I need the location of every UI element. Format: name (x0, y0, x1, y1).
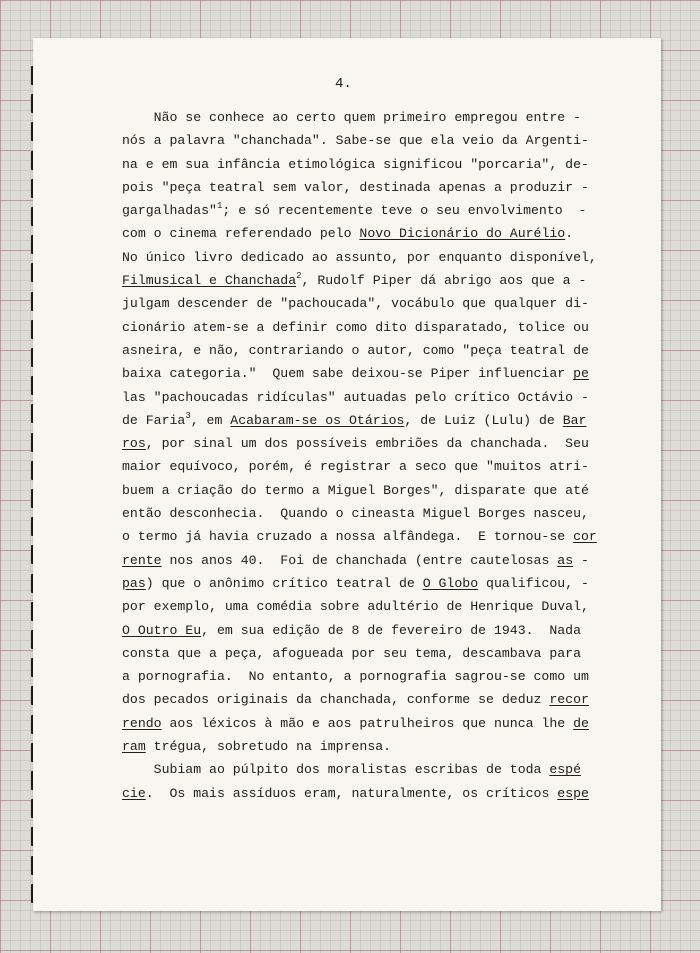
text-segment: . Os mais assíduos eram, naturalmente, os críticos (145, 785, 558, 801)
text-line (122, 665, 642, 688)
text-line (122, 269, 642, 292)
text-segment: - (573, 552, 589, 568)
text-segment: com o cinema referendado pelo (122, 226, 360, 242)
underlined-title: Novo Dicionário do Aurélio (359, 226, 566, 242)
text-segment: na e em sua infância etimológica significou "porcaria", de- (122, 156, 589, 172)
underlined-title: cie (122, 785, 146, 801)
underlined-title: rente (122, 552, 162, 568)
underlined-title: ros (122, 436, 146, 452)
text-line (122, 619, 642, 642)
text-line (122, 572, 642, 595)
text-segment: , de Luiz (Lulu) de (404, 412, 563, 428)
text-segment: consta que a peça, afogueada por seu tema, descambava para (122, 645, 581, 661)
text-segment: ) que o anônimo crítico teatral de (145, 575, 423, 591)
text-line (122, 339, 642, 362)
underlined-title: recor (549, 692, 589, 708)
underlined-title: pe (573, 366, 589, 382)
text-segment: nós a palavra "chanchada". Sabe-se que ela veio da Argenti- (122, 133, 589, 149)
underlined-title: espe (557, 785, 589, 801)
text-line (122, 153, 642, 176)
text-segment: . (565, 226, 574, 242)
text-segment: julgam descender de "pachoucada", vocábulo que qualquer di- (122, 296, 589, 312)
body-text (122, 106, 642, 805)
text-line (122, 316, 642, 339)
underlined-title: de (573, 715, 589, 731)
text-line (122, 292, 642, 315)
underlined-title: cor (573, 529, 597, 545)
text-segment: dos pecados originais da chanchada, conforme se deduz (122, 692, 550, 708)
text-segment: maior equívoco, porém, é registrar a seco que "muitos atri- (122, 459, 589, 475)
text-line (122, 362, 642, 385)
text-segment: No único livro dedicado ao assunto, por enquanto disponível, (122, 249, 597, 265)
text-line (122, 455, 642, 478)
text-line (122, 432, 642, 455)
text-segment: nos anos 40. Foi de chanchada (entre cautelosas (161, 552, 558, 568)
text-segment: o termo já havia cruzado a nossa alfândega. E tornou-se (122, 529, 574, 545)
text-segment: gargalhadas" (122, 203, 217, 219)
text-segment: trégua, sobretudo na imprensa. (145, 739, 392, 755)
page-number: 4. (335, 76, 352, 92)
text-segment: então desconhecia. Quando o cineasta Miguel Borges nasceu, (122, 506, 589, 522)
text-line (122, 106, 642, 129)
text-line (122, 502, 642, 525)
text-segment: a pornografia. No entanto, a pornografia sagrou-se como um (122, 669, 589, 685)
text-line (122, 712, 642, 735)
text-line (122, 549, 642, 572)
text-line (122, 782, 642, 805)
text-segment: qualificou, - (478, 575, 589, 591)
text-line (122, 525, 642, 548)
text-segment: , Rudolf Piper dá abrigo aos que a - (301, 273, 587, 289)
footnote-marker: 3 (185, 410, 191, 421)
underlined-title: Filmusical e Chanchada (122, 273, 297, 289)
underlined-title: ram (122, 739, 146, 755)
text-line (122, 386, 642, 409)
text-segment: buem a criação do termo a Miguel Borges", disparate que até (122, 482, 589, 498)
text-line (122, 479, 642, 502)
text-line (122, 129, 642, 152)
text-line (122, 758, 642, 781)
text-segment: de Faria (122, 412, 186, 428)
text-segment: , por sinal um dos possíveis embriões da chanchada. Seu (145, 436, 589, 452)
text-line (122, 595, 642, 618)
underlined-title: as (557, 552, 574, 568)
text-line (122, 199, 642, 222)
typewritten-page (33, 38, 661, 911)
text-segment: pois "peça teatral sem valor, destinada apenas a produzir - (122, 179, 589, 195)
footnote-marker: 2 (296, 271, 302, 282)
underlined-title: espé (549, 762, 582, 778)
text-line (122, 688, 642, 711)
text-line (122, 222, 642, 245)
text-line (122, 176, 642, 199)
underlined-title: rendo (122, 715, 162, 731)
text-segment: cionário atem-se a definir como dito disparatado, tolice ou (122, 319, 589, 335)
underlined-title: O Outro Eu (122, 622, 202, 638)
text-segment: , em (190, 412, 231, 428)
text-segment: aos léxicos à mão e aos patrulheiros que nunca lhe (161, 715, 574, 731)
text-line (122, 409, 642, 432)
text-line (122, 246, 642, 269)
text-segment: Não se conhece ao certo quem primeiro empregou entre - (122, 110, 581, 125)
underlined-title: Bar (562, 412, 587, 428)
underlined-title: O Globo (422, 575, 479, 591)
text-segment: las "pachoucadas ridículas" autuadas pelo crítico Octávio - (122, 389, 589, 405)
text-segment: baixa categoria." Quem sabe deixou-se Piper influenciar (122, 366, 574, 382)
text-segment: Subiam ao púlpito dos moralistas escribas de toda (122, 762, 550, 778)
text-line (122, 642, 642, 665)
footnote-marker: 1 (216, 201, 223, 212)
text-segment: , em sua edição de 8 de fevereiro de 1943. Nada (201, 622, 582, 638)
text-segment: por exemplo, uma comédia sobre adultério de Henrique Duval, (122, 599, 589, 615)
text-segment: ; e só recentemente teve o seu envolvimento - (222, 203, 587, 219)
underlined-title: Acabaram-se os Otários (230, 412, 405, 428)
text-line (122, 735, 642, 758)
text-segment: asneira, e não, contrariando o autor, como "peça teatral de (122, 342, 589, 358)
underlined-title: pas (122, 575, 146, 591)
